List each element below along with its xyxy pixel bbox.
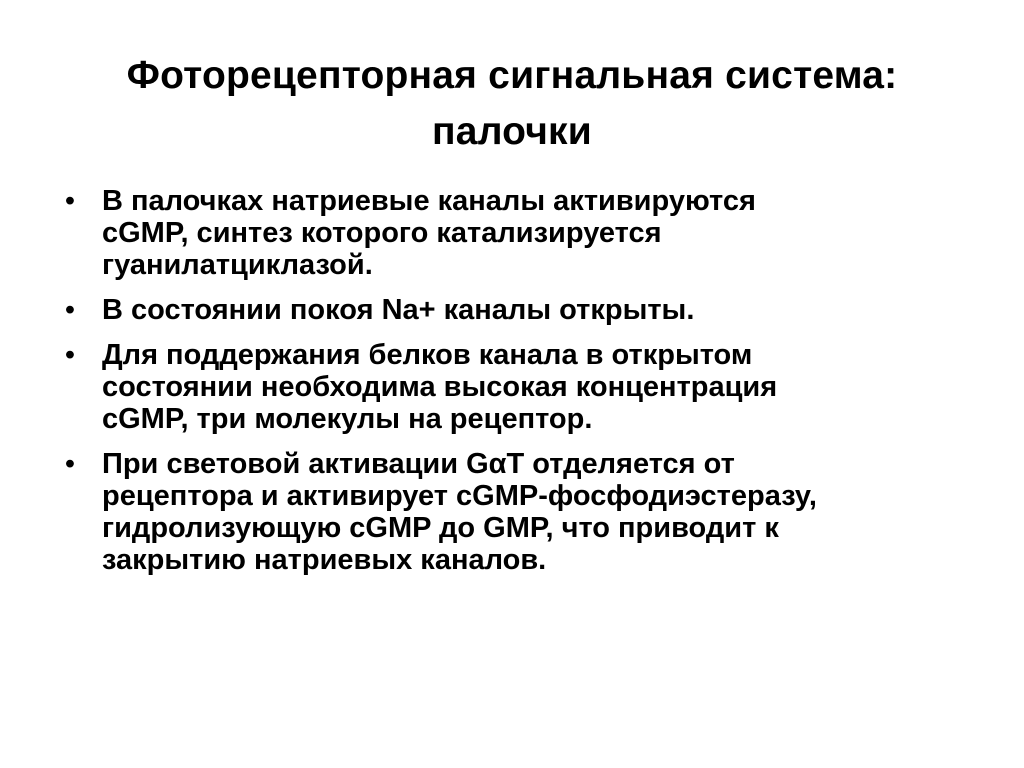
bullet-text <box>102 185 960 281</box>
bullet-dot-icon: • <box>64 294 76 326</box>
bullet-list <box>60 185 960 589</box>
bullet-text <box>102 294 960 326</box>
slide-title <box>40 48 984 160</box>
bullet-line: рецептора и активирует cGMP-фосфодиэстеразу, <box>102 480 817 512</box>
slide-title-line-1: Фоторецепторная сигнальная система: <box>126 54 898 97</box>
bullet-dot-icon: • <box>64 185 76 217</box>
bullet-dot-icon: • <box>64 339 76 371</box>
bullet-line: закрытию натриевых каналов. <box>102 544 547 576</box>
bullet-dot-icon: • <box>64 448 76 480</box>
bullet-line: При световой активации GαT отделяется от <box>102 448 735 480</box>
bullet-text <box>102 448 960 576</box>
bullet-text <box>102 339 960 435</box>
bullet-line: cGMP, три молекулы на рецептор. <box>102 403 593 435</box>
bullet-item-4 <box>60 448 960 576</box>
bullet-line: состоянии необходима высокая концентрация <box>102 371 778 403</box>
bullet-line: В палочках натриевые каналы активируются <box>102 185 756 217</box>
bullet-item-2 <box>60 294 960 326</box>
bullet-item-1 <box>60 185 960 281</box>
bullet-line: гуанилатциклазой. <box>102 249 373 281</box>
bullet-item-3 <box>60 339 960 435</box>
bullet-line: cGMP, синтез которого катализируется <box>102 217 662 249</box>
bullet-line: В состоянии покоя Na+ каналы открыты. <box>102 294 695 326</box>
slide-title-line-2: палочки <box>432 110 592 153</box>
bullet-line: Для поддержания белков канала в открытом <box>102 339 753 371</box>
bullet-line: гидролизующую cGMP до GMP, что приводит к <box>102 512 779 544</box>
